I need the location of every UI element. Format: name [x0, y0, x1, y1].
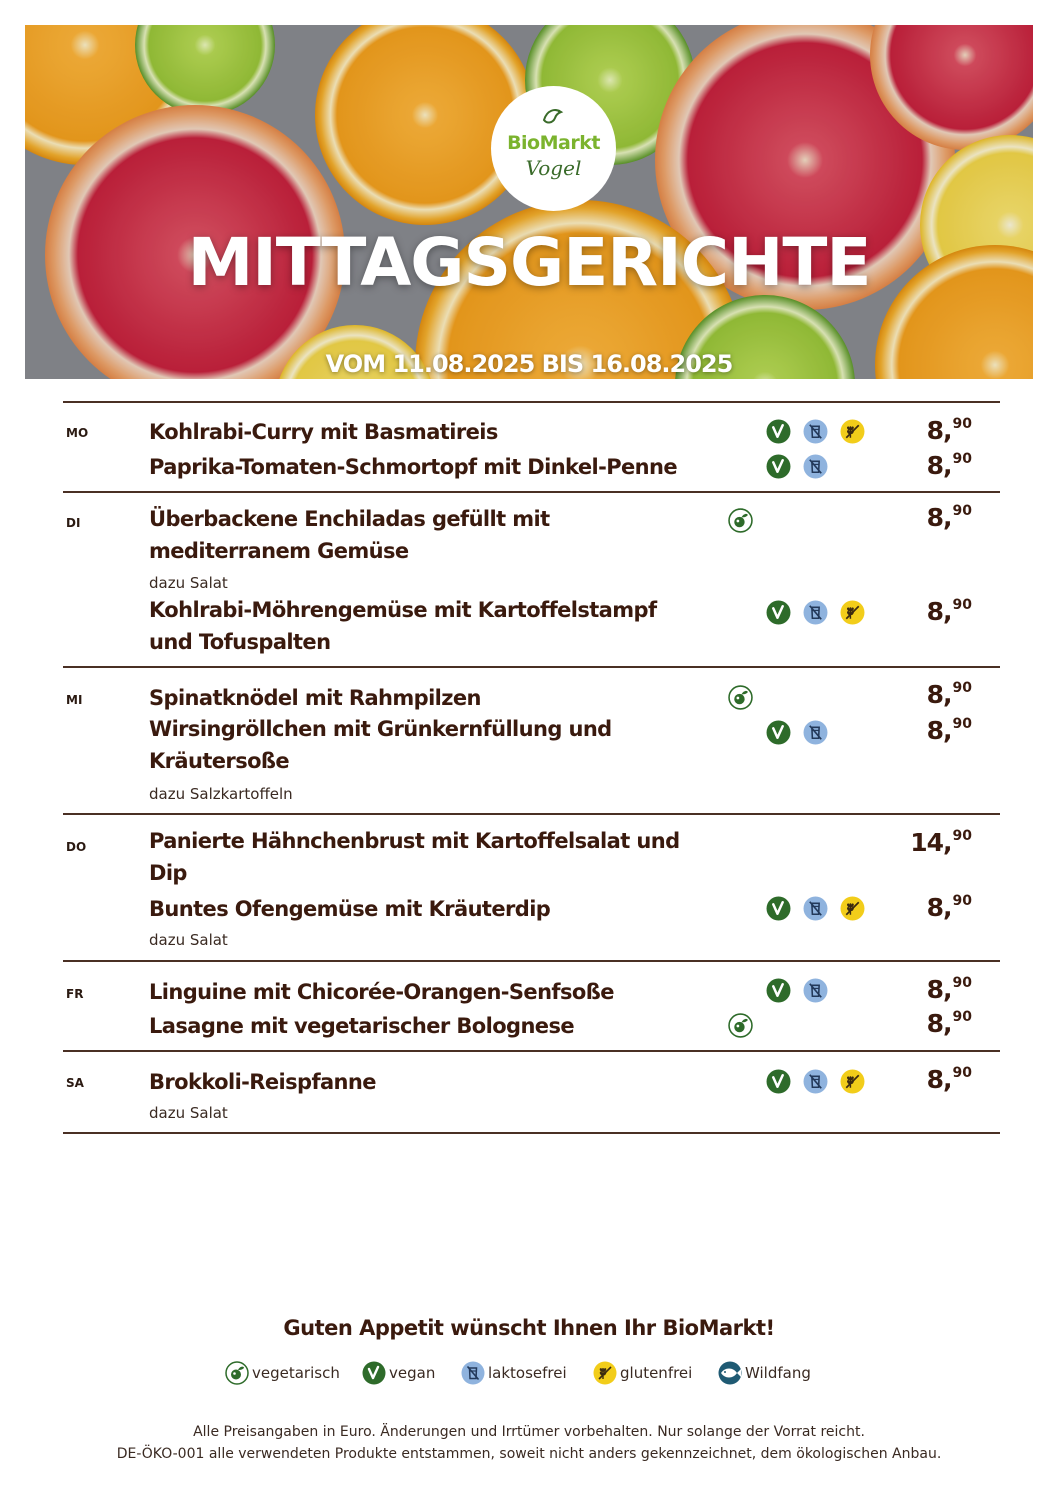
day-label-di: DI	[66, 516, 81, 530]
legend-gluten-free	[593, 1361, 692, 1385]
divider	[63, 813, 1000, 815]
gluten-free-icon	[593, 1361, 617, 1385]
dish-price	[927, 680, 972, 709]
price-decimal: 90	[952, 597, 972, 613]
price-decimal: 90	[952, 828, 972, 844]
lactose-free-icon	[803, 1069, 828, 1094]
divider	[63, 1050, 1000, 1052]
divider	[63, 401, 1000, 403]
dish-price	[927, 893, 972, 922]
fish-icon	[718, 1361, 742, 1385]
vegan-icon	[766, 978, 791, 1003]
day-label-fr: FR	[66, 987, 84, 1001]
vegan-icon	[766, 896, 791, 921]
gluten-free-icon	[840, 1069, 865, 1094]
divider	[63, 491, 1000, 493]
price-main: 8,	[926, 503, 952, 532]
vegetarian-icon	[728, 1013, 753, 1038]
vegetarian-icon	[728, 508, 753, 533]
bird-icon	[541, 104, 567, 130]
legend-label: laktosefrei	[488, 1364, 567, 1382]
dish-name-cont: und Tofuspalten	[149, 630, 331, 654]
lactose-free-icon	[803, 896, 828, 921]
dish-price	[927, 1009, 972, 1038]
dish-name: Linguine mit Chicorée-Orangen-Senfsoße	[149, 980, 614, 1004]
day-label-do: DO	[66, 840, 87, 854]
price-decimal: 90	[952, 893, 972, 909]
date-range: VOM 11.08.2025 BIS 16.08.2025	[325, 350, 733, 378]
price-main: 8,	[926, 451, 952, 480]
gluten-free-icon	[840, 896, 865, 921]
dish-price	[927, 716, 972, 745]
disclaimer-line-1: Alle Preisangaben in Euro. Änderungen und Irrtümer vorbehalten. Nur solange der Vorrat reicht.	[193, 1424, 865, 1440]
legend-wildcaught	[718, 1361, 811, 1385]
dish-price	[927, 451, 972, 480]
dish-price	[927, 503, 972, 532]
day-label-sa: SA	[66, 1076, 84, 1090]
dish-name: Lasagne mit vegetarischer Bolognese	[149, 1014, 574, 1038]
page-title: MITTAGSGERICHTE	[187, 224, 871, 301]
price-decimal: 90	[952, 416, 972, 432]
price-decimal: 90	[952, 680, 972, 696]
gluten-free-icon	[840, 419, 865, 444]
price-decimal: 90	[952, 716, 972, 732]
legend-lactose-free	[461, 1361, 567, 1385]
vegan-icon	[362, 1361, 386, 1385]
lactose-free-icon	[803, 720, 828, 745]
legend-vegetarian	[225, 1361, 340, 1385]
side-dish: dazu Salat	[149, 931, 228, 949]
divider	[63, 666, 1000, 668]
day-label-mi: MI	[66, 693, 83, 707]
price-main: 8,	[926, 597, 952, 626]
dish-name: Wirsingröllchen mit Grünkernfüllung und	[149, 717, 612, 741]
price-decimal: 90	[952, 1065, 972, 1081]
vegetarian-icon	[728, 685, 753, 710]
vegetarian-icon	[225, 1361, 249, 1385]
dish-price	[910, 828, 972, 857]
price-main: 8,	[926, 975, 952, 1004]
dish-name: Überbackene Enchiladas gefüllt mit	[149, 507, 550, 531]
lactose-free-icon	[803, 978, 828, 1003]
lactose-free-icon	[803, 419, 828, 444]
lactose-free-icon	[803, 600, 828, 625]
hero-banner	[25, 25, 1033, 379]
divider	[63, 1132, 1000, 1134]
dish-name: Buntes Ofengemüse mit Kräuterdip	[149, 897, 551, 921]
dish-price	[927, 416, 972, 445]
biomarkt-logo	[491, 86, 616, 211]
price-decimal: 90	[952, 451, 972, 467]
dish-name: Panierte Hähnchenbrust mit Kartoffelsalat und	[149, 829, 680, 853]
price-decimal: 90	[952, 503, 972, 519]
side-dish: dazu Salzkartoffeln	[149, 785, 293, 803]
dish-name: Kohlrabi-Möhrengemüse mit Kartoffelstampf	[149, 598, 657, 622]
dish-name: Brokkoli-Reispfanne	[149, 1070, 376, 1094]
price-main: 8,	[926, 1009, 952, 1038]
price-decimal: 90	[952, 1009, 972, 1025]
greeting: Guten Appetit wünscht Ihnen Ihr BioMarkt!	[283, 1316, 775, 1340]
dish-name: Kohlrabi-Curry mit Basmatireis	[149, 420, 498, 444]
lactose-free-icon	[461, 1361, 485, 1385]
price-main: 8,	[926, 1065, 952, 1094]
legend-label: glutenfrei	[620, 1364, 693, 1382]
dish-name-cont: mediterranem Gemüse	[149, 539, 409, 563]
price-main: 14,	[910, 828, 952, 857]
logo-brand: BioMarkt	[507, 132, 600, 154]
divider	[63, 960, 1000, 962]
dish-name-cont: Kräutersoße	[149, 749, 290, 773]
price-main: 8,	[926, 680, 952, 709]
dish-price	[927, 1065, 972, 1094]
gluten-free-icon	[840, 600, 865, 625]
price-main: 8,	[926, 716, 952, 745]
dish-name-cont: Dip	[149, 861, 187, 885]
vegan-icon	[766, 454, 791, 479]
legend-label: vegetarisch	[252, 1364, 340, 1382]
dish-name: Spinatknödel mit Rahmpilzen	[149, 686, 481, 710]
vegan-icon	[766, 1069, 791, 1094]
vegan-icon	[766, 600, 791, 625]
side-dish: dazu Salat	[149, 1104, 228, 1122]
day-label-mo: MO	[66, 426, 89, 440]
legend-label: vegan	[389, 1364, 436, 1382]
lactose-free-icon	[803, 454, 828, 479]
price-main: 8,	[926, 893, 952, 922]
disclaimer-line-2: DE-ÖKO-001 alle verwendeten Produkte entstammen, soweit nicht anders gekennzeichnet, dem ökologischen Anbau.	[116, 1446, 942, 1462]
dish-price	[927, 975, 972, 1004]
dish-name: Paprika-Tomaten-Schmortopf mit Dinkel-Penne	[149, 455, 677, 479]
legend-vegan	[362, 1361, 435, 1385]
dish-price	[927, 597, 972, 626]
vegan-icon	[766, 720, 791, 745]
price-decimal: 90	[952, 975, 972, 991]
side-dish: dazu Salat	[149, 574, 228, 592]
legend-label: Wildfang	[745, 1364, 811, 1382]
logo-script: Vogel	[525, 156, 582, 180]
vegan-icon	[766, 419, 791, 444]
price-main: 8,	[926, 416, 952, 445]
